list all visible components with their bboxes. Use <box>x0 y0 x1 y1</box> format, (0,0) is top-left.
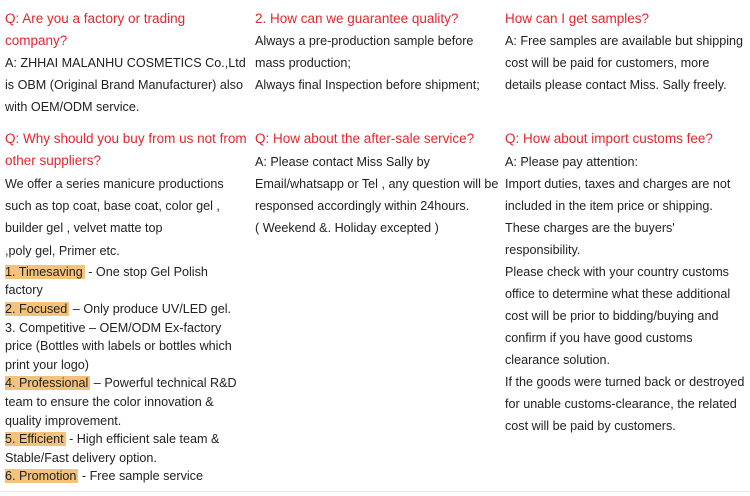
faq-customs-question: Q: How about import customs fee? <box>505 131 713 146</box>
faq-after-sale-answer: A: Please contact Miss Sally by Email/whatsapp or Tel , any question will be responsed accordingly within 24hours. ( Weekend &. Holiday excepted ) <box>255 155 499 235</box>
faq-quality-answer: Always a pre-production sample before mass production; Always final Inspection before shipment; <box>255 34 480 92</box>
why-buy-point-competitive <box>5 319 249 375</box>
point-tag-highlight: 2. Focused <box>5 302 68 316</box>
point-tag-highlight: 5. Efficient <box>5 432 64 447</box>
point-tag-highlight: 6. Promotion <box>5 469 77 484</box>
faq-samples-answer: A: Free samples are available but shipping cost will be paid for customers, more details please contact Miss. Sally freely. <box>505 34 747 92</box>
why-buy-point-promotion <box>5 467 249 486</box>
faq-after-sale-question: Q: How about the after-sale service? <box>255 131 475 146</box>
faq-quality-question: 2. How can we guarantee quality? <box>255 11 459 26</box>
why-buy-intro-line: We offer a series manicure productions <box>5 177 224 191</box>
why-buy-intro-line: such as top coat, base coat, color gel , <box>5 199 220 214</box>
faq-factory-answer: A: ZHHAI MALANHU COSMETICS Co.,Ltd is OBM (Original Brand Manufacturer) also with OEM/ODM service. <box>5 56 250 114</box>
point-text: - One stop Gel Polish factory <box>5 264 208 298</box>
faq-after-sale <box>255 128 499 239</box>
why-buy-intro <box>5 173 249 262</box>
faq-why-buy-question: Q: Why should you buy from us not from other suppliers? <box>5 131 247 168</box>
faq-samples <box>505 8 749 96</box>
point-tag-highlight: 4. Professional <box>5 376 89 391</box>
faq-factory-question: Q: Are you a factory or trading company? <box>5 11 186 48</box>
point-text: - High efficient sale team & Stable/Fast delivery option. <box>5 432 220 465</box>
faq-factory <box>5 8 249 118</box>
why-buy-point-professional <box>5 374 249 430</box>
bottom-divider <box>0 491 750 492</box>
why-buy-intro-line: builder gel , velvet matte top <box>5 221 163 236</box>
point-text: – Only produce UV/LED gel. <box>69 302 232 316</box>
why-buy-intro-line: ,poly gel, Primer etc. <box>5 243 120 258</box>
why-buy-point-timesaving <box>5 263 249 300</box>
why-buy-point-focused <box>5 300 249 319</box>
faq-customs <box>505 128 749 437</box>
point-text: - Free sample service <box>78 469 203 484</box>
faq-samples-question: How can I get samples? <box>505 11 650 26</box>
faq-quality <box>255 8 505 96</box>
faq-why-buy <box>5 128 249 486</box>
point-text: 3. Competitive – OEM/ODM Ex-factory price (Bottles with labels or bottles which print your logo) <box>5 320 232 372</box>
point-text: – Powerful technical R&D team to ensure the color innovation & quality improvement. <box>5 376 237 428</box>
why-buy-points <box>5 263 249 486</box>
why-buy-point-efficient <box>5 430 249 467</box>
point-tag-highlight: 1. Timesaving <box>5 264 83 279</box>
faq-customs-answer: A: Please pay attention: Import duties, taxes and charges are not included in the item price or shipping. These charges are the buyers' responsibility. Please check with your country customs office to determine what these additional cost will be prior to bidding/buying and confirm if you have good customs clearance solution. If the goods were turned back or destroyed for unable customs-clearance, the related cost will be paid by customers. <box>505 155 745 433</box>
